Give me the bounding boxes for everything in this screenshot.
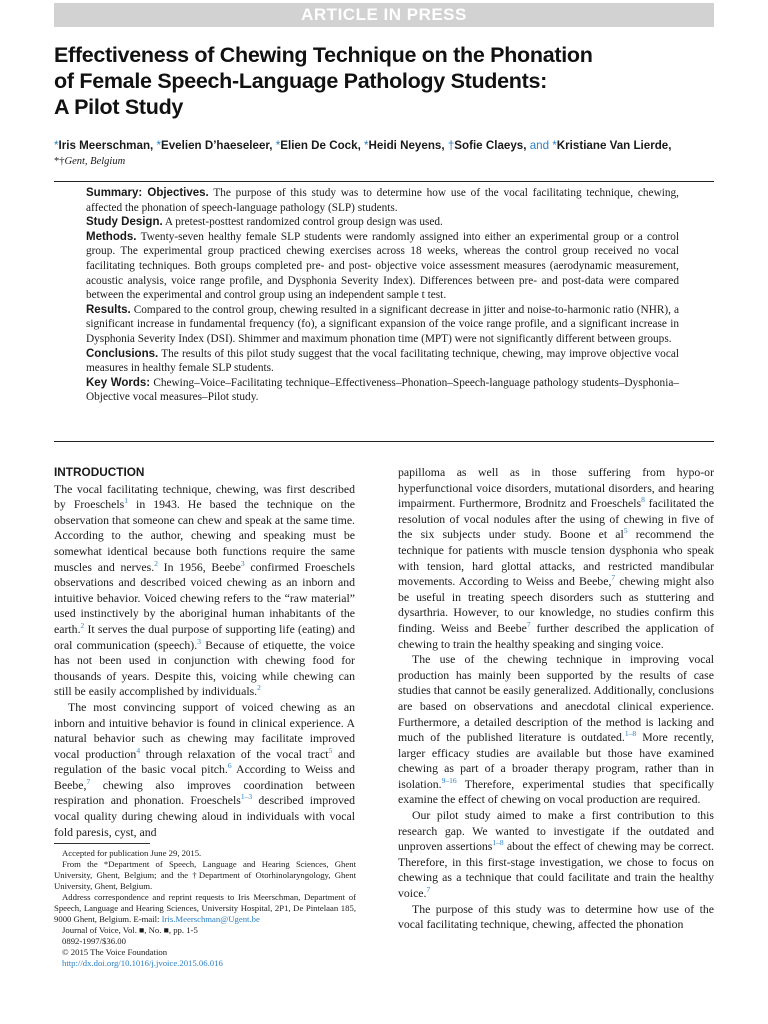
- citation-ref[interactable]: 7: [86, 776, 91, 786]
- citation-ref[interactable]: 2: [257, 683, 261, 693]
- body-paragraph: The use of the chewing technique in improving vocal production has mainly been supported by the results of case studies that cannot be easily generalized. Additionally, conclusions are based on observations and anecdotal clinical experience. Furthermore, a detailed description of the method is lacking and much of the published literature is outdated.$^{1-8}$ More recently, larger efficacy studies are available but those have examined chewing as part of a broader therapy program, rather than in isolation.$^{9-16}$ Therefore, experimental studies that specifically examine the effect of chewing on vocal production are required.: [398, 652, 715, 807]
- abstract-section: Key Words: Chewing–Voice–Facilitating technique–Effectiveness–Phonation–Speech-language pathology students–Dysphonia–Objective vocal measures–Pilot study.: [86, 376, 679, 404]
- citation-ref[interactable]: 3: [240, 558, 245, 568]
- citation-ref[interactable]: 1–8: [492, 838, 504, 848]
- footnote-accepted: Accepted for publication June 29, 2015.: [62, 848, 202, 858]
- right-column: [398, 465, 714, 933]
- citation-ref[interactable]: 8: [641, 495, 645, 505]
- author[interactable]: *Elien De Cock,: [275, 139, 361, 152]
- citation-ref[interactable]: 4: [136, 745, 141, 755]
- title-line: A Pilot Study: [54, 95, 184, 119]
- footnote-copyright: © 2015 The Voice Foundation: [62, 947, 168, 957]
- citation-ref[interactable]: 9–16: [441, 775, 457, 785]
- abstract-top-rule: [54, 181, 714, 182]
- body-paragraph: The most convincing support of voiced chewing as an inborn and intuitive behavior is found in clinical experience. A natural behavior such as chewing may facilitate improved vocal production$^4$ through relaxation of the vocal tract$^5$ and regulation of the basic vocal pitch.$^6$ According to Weiss and Beebe,$^7$ chewing also improves coordination between respiration and phonation. Froeschels$^{1-3}$ described improved vocal quality during chewing aloud in individuals with vocal fold paresis, cyst, and: [54, 699, 355, 839]
- abstract-section: Results. Compared to the control group, chewing resulted in a significant decrease in jitter and noise-to-harmonic ratio (NHR), a significant increase in fundamental frequency (fo), a significant expansion of the voice range profile, and a significant increase in Dysphonia Severity Index (DSI). Shimmer and maximum phonation time (MPT) were not significantly different between groups.: [86, 303, 679, 345]
- author[interactable]: *Evelien D’haeseleer,: [156, 139, 273, 152]
- abstract-section: Conclusions. The results of this pilot study suggest that the vocal facilitating technique, chewing, may improve objective vocal measures in healthy female SLP students.: [86, 347, 679, 375]
- footnote-journal: Journal of Voice, Vol. ■, No. ■, pp. 1-5: [62, 925, 198, 935]
- abstract-section: Methods. Twenty-seven healthy female SLP students were randomly assigned into either an experimental group or a control group. The experimental group practiced chewing exercises across 18 weeks, whereas the control group received no vocal facilitating techniques. Both groups completed pre- and post- objective voice assessment measures (aerodynamic measurement, acoustic analysis, voice range profile, and Dysphonia Severity Index). Differences between pre- and post-data were compared between the experimental and control group using an independent sample t test.: [86, 230, 679, 302]
- article-in-press-banner: ARTICLE IN PRESS: [54, 3, 714, 27]
- email-link[interactable]: Iris.Meerschman@Ugent.be: [161, 914, 260, 924]
- citation-ref[interactable]: 7: [611, 573, 616, 583]
- affiliation: *†Gent, Belgium: [54, 156, 126, 167]
- section-heading: INTRODUCTION: [54, 465, 145, 479]
- citation-ref[interactable]: 5: [623, 526, 628, 536]
- title-line: of Female Speech-Language Pathology Students:: [54, 69, 548, 93]
- abstract: [86, 186, 679, 405]
- right-body: [398, 465, 714, 933]
- abstract-section: Study Design. A pretest-posttest randomized control group design was used.: [86, 216, 443, 229]
- abstract-bottom-rule: [54, 441, 714, 442]
- body-paragraph: Our pilot study aimed to make a first contribution to this research gap. We wanted to investigate if the outdated and unproven assertions$^{1-8}$ about the effect of chewing may be correct. Therefore, in this first-stage investigation, we chose to focus on chewing as a technique that could facilitate and train the healthy voice.$^7$: [398, 808, 714, 901]
- citation-ref[interactable]: 2: [154, 558, 158, 568]
- abstract-section: Summary: Objectives. The purpose of this study was to determine how use of the vocal facilitating technique, chewing, affected the phonation of speech-language pathology (SLP) students.: [86, 187, 679, 214]
- footnote-from: From the *Department of Speech, Language and Hearing Sciences, Ghent University, Ghent, Belgium; and the †Department of Otorhinolaryngology, Ghent University, Ghent, Belgium.: [54, 859, 356, 891]
- body-paragraph: The purpose of this study was to determine how use of the vocal facilitating technique, chewing, affected the phonation: [398, 901, 714, 932]
- citation-ref[interactable]: 7: [426, 885, 431, 895]
- footnote-rule: [54, 843, 150, 844]
- article-title: [54, 42, 724, 120]
- citation-ref[interactable]: 3: [197, 636, 201, 646]
- footnote-address: Address correspondence and reprint requests to Iris Meerschman, Department of Speech, Language and Hearing Sciences, University Hospital, 2P1, De Pintelaan 185, 9000 Ghent, Belgium. E-mail: Iris.Meerschman@Ugent.be: [54, 892, 356, 924]
- citation-ref[interactable]: 1–8: [624, 729, 637, 739]
- citation-ref[interactable]: 7: [526, 620, 531, 630]
- footnote-issn: 0892-1997/$36.00: [62, 936, 126, 946]
- citation-ref[interactable]: 6: [227, 761, 232, 771]
- title-line: Effectiveness of Chewing Technique on the Phonation: [54, 43, 593, 67]
- author-list: [54, 139, 734, 152]
- author[interactable]: †Sofie Claeys,: [447, 139, 527, 152]
- body-paragraph: papilloma as well as in those suffering from hypo-or hyperfunctional voice disorders, mutational disorders, and hearing impairment. Furthermore, Brodnitz and Froeschels$^8$ facilitated the resolution of vocal nodules after the using of chewing in five of the six subjects under study. Boone et al$^5$ recommend the technique for patients with muscle tension dysphonia who speak with tension, hard glottal attacks, and restricted mandibular movements. According to Weiss and Beebe,$^7$ chewing might also be useful in treating speech disorders such as stuttering and dysarthria. However, to our knowledge, no studies confirm this finding. Weiss and Beebe$^7$ further described the application of chewing to train the healthy speaking and singing voice.: [398, 465, 714, 651]
- citation-ref[interactable]: 1: [124, 496, 129, 506]
- body-paragraph: The vocal facilitating technique, chewing, was first described by Froeschels$^1$ in 1943. He based the technique on the observation that someone can chew and speak at the same time. According to the author, chewing and speaking must be somewhat identical because both functions require the same muscles and nerves.$^2$ In 1956, Beebe$^3$ confirmed Froeschels observations and described voiced chewing as an inborn and intuitive behavior. Voiced chewing refers to the “raw material” used instinctively by the aboriginal human inhabitants of the earth.$^2$ It serves the dual purpose of supporting life (eating) and oral communication (speech).$^3$ Because of etiquette, the voice has not been used in conjunction with chewing food for thousands of years. Despite this, voicing while chewing can still be easily accomplished by individuals.$^2$: [54, 481, 356, 699]
- footnotes: [54, 848, 356, 969]
- author[interactable]: *Heidi Neyens,: [364, 139, 445, 152]
- citation-ref[interactable]: 1–3: [240, 792, 253, 802]
- author[interactable]: *Iris Meerschman,: [54, 139, 154, 152]
- citation-ref[interactable]: 5: [328, 745, 333, 755]
- citation-ref[interactable]: 2: [80, 621, 85, 631]
- left-body: [54, 482, 355, 841]
- left-column: [54, 465, 355, 840]
- author[interactable]: and *Kristiane Van Lierde,: [529, 139, 672, 152]
- doi-link[interactable]: http://dx.doi.org/10.1016/j.jvoice.2015.06.016: [62, 958, 223, 968]
